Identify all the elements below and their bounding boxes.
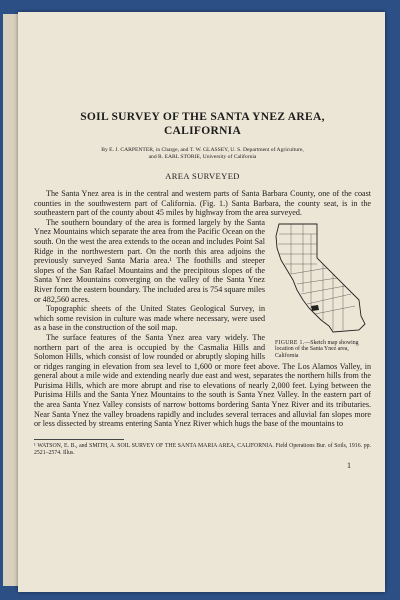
paragraph-2: The southern boundary of the area is formed largely by the Santa Ynez Mountains which separate the area from the Pacific Ocean on the south. On the west the area extends to the ocean and includes Point Sal Ridge in the northwestern part. On the north this area adjoins the previously surveyed Santa Maria area.¹ The foothills and steeper slopes of the San Rafael Mountains and the precipitous slopes of the Santa Ynez Mountains converging on the valley of the Santa Ynez River form the eastern boundary. The included area is 754 square miles or 482,560 acres.: [34, 217, 265, 304]
paragraph-1: The Santa Ynez area is in the central and western parts of Santa Barbara County, one of the coast counties in the southwestern part of California. (Fig. 1.) Santa Barbara, the county seat, is in the southeastern part of the county about 45 miles by highway from the area surveyed.: [34, 189, 371, 218]
figure-caption: [275, 340, 371, 360]
title-line-1: SOIL SURVEY OF THE SANTA YNEZ AREA,: [80, 111, 325, 123]
california-sketch-map: [271, 220, 371, 338]
authors-line-2: and R. EARL STORIE, University of California: [148, 154, 257, 160]
authors-block: [34, 147, 371, 161]
footnote-divider: [34, 439, 124, 440]
paragraph-4: The surface features of the Santa Ynez area vary widely. The northern part of the area is occupied by the Casmalia Hills and Solomon Hills, which consist of low rounded or abruptly sloping hills or ridges ranging in elevation from sea level to 1,600 or more feet above. The Los Alamos Valley, in general about a mile wide and extending nearly due east and west, separates the northern hills from the Purisima Hills, which are more abrupt and rise to elevations of nearly 2,000 feet. Lying between the Purisima Hills and the Santa Ynez Mountains to the south is Santa Ynez Valley. In the eastern part of the area Santa Ynez Valley consists of narrow bottoms bordering Santa Ynez River and its tributaries. Near Santa Ynez the valley broadens rapidly and includes several terraces and alluvial fan slopes more or less dissected by streams entering Santa Ynez River which hugs the base of the mountains to: [34, 332, 371, 429]
county-lines: [278, 224, 355, 330]
section-heading: AREA SURVEYED: [165, 171, 240, 181]
footnote: ¹ WATSON, E. B., and SMITH, A. SOIL SURVEY OF THE SANTA MARIA AREA, CALIFORNIA. Field Operations Bur. of Soils, 1916. pp. 2521–2574. Illus.: [34, 442, 371, 456]
figure-caption-label: FIGURE 1.: [275, 339, 305, 346]
santa-ynez-area-marker: [311, 305, 319, 311]
page-number: 1: [347, 460, 351, 470]
title-line-2: CALIFORNIA: [163, 125, 242, 137]
document-page: [18, 12, 385, 592]
authors-line-1: By E. J. CARPENTER, in Charge, and T. W. GLASSEY, U. S. Department of Agriculture,: [101, 147, 304, 153]
paragraph-3: Topographic sheets of the United States Geological Survey, in which some revision in culture was made where necessary, were used as a base in the construction of the soil map.: [34, 304, 265, 333]
california-outline: [276, 224, 365, 332]
document-title: [34, 110, 371, 138]
figure-1: [271, 220, 371, 360]
page-content: [34, 110, 371, 578]
figure-caption-text: —Sketch map showing location of the Santa Ynez area, California: [275, 339, 359, 359]
